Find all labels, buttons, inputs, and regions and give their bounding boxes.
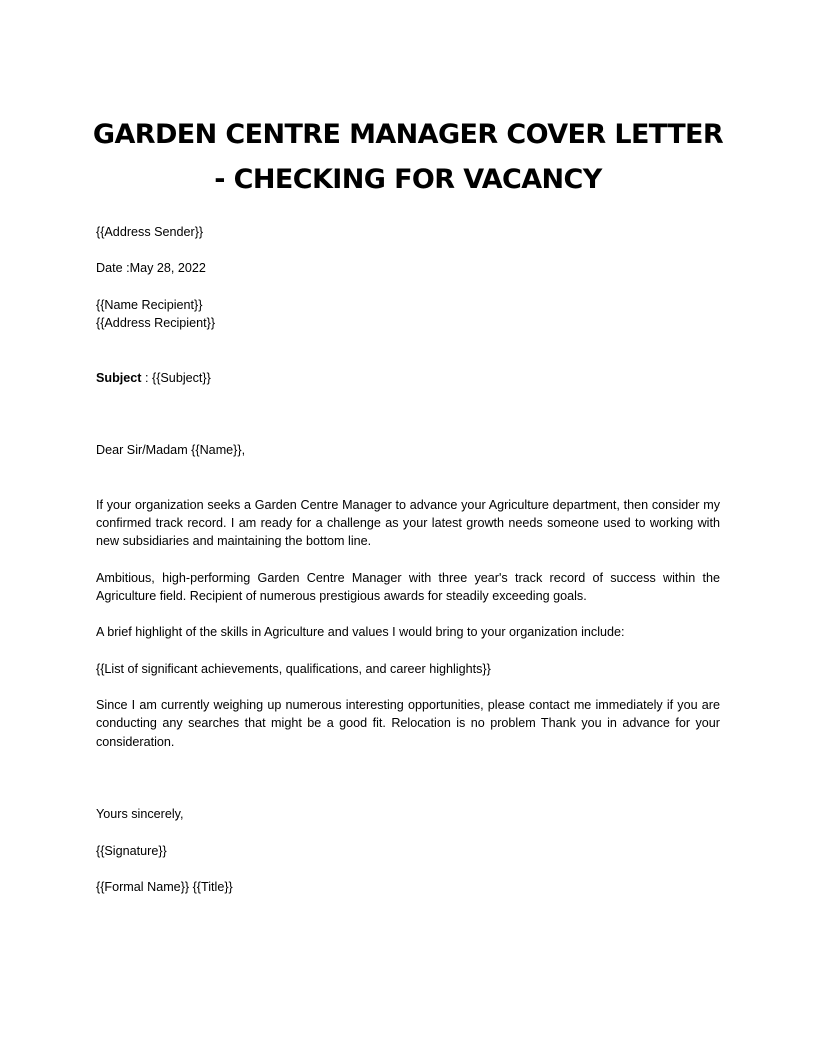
- formal-name-title: {{Formal Name}} {{Title}}: [96, 880, 233, 895]
- subject-line: [96, 369, 720, 387]
- closing: Yours sincerely,: [96, 807, 184, 822]
- subject-label: Subject: [96, 370, 142, 385]
- title-line-1: GARDEN CENTRE MANAGER COVER LETTER: [92, 119, 724, 150]
- paragraph-1: If your organization seeks a Garden Centre Manager to advance your Agriculture department, then consider my confirmed track record. I am ready for a challenge as your latest growth needs someone used to working with new subsidiaries and maintaining the bottom line.: [96, 497, 720, 549]
- address-recipient: {{Address Recipient}}: [96, 315, 216, 330]
- letter-body: [96, 223, 720, 896]
- name-recipient: {{Name Recipient}}: [96, 297, 203, 312]
- address-sender: {{Address Sender}}: [96, 225, 204, 239]
- salutation: Dear Sir/Madam {{Name}},: [96, 443, 246, 458]
- title-line-2: - CHECKING FOR VACANCY: [214, 164, 602, 195]
- paragraph-4: {{List of significant achievements, qualifications, and career highlights}}: [96, 661, 491, 676]
- paragraph-5: Since I am currently weighing up numerous interesting opportunities, please contact me immediately if you are conducting any searches that might be a good fit. Relocation is no problem Thank you in advance for your consideration.: [96, 698, 720, 749]
- letter-date: Date :May 28, 2022: [96, 261, 206, 276]
- signature: {{Signature}}: [96, 843, 167, 858]
- subject-value: : {{Subject}}: [141, 370, 211, 385]
- page-title: [60, 112, 756, 202]
- paragraph-3: A brief highlight of the skills in Agriculture and values I would bring to your organization include:: [96, 625, 625, 640]
- paragraph-2: Ambitious, high-performing Garden Centre Manager with three year's track record of success within the Agriculture field. Recipient of numerous prestigious awards for steadily exceeding goals.: [96, 570, 720, 603]
